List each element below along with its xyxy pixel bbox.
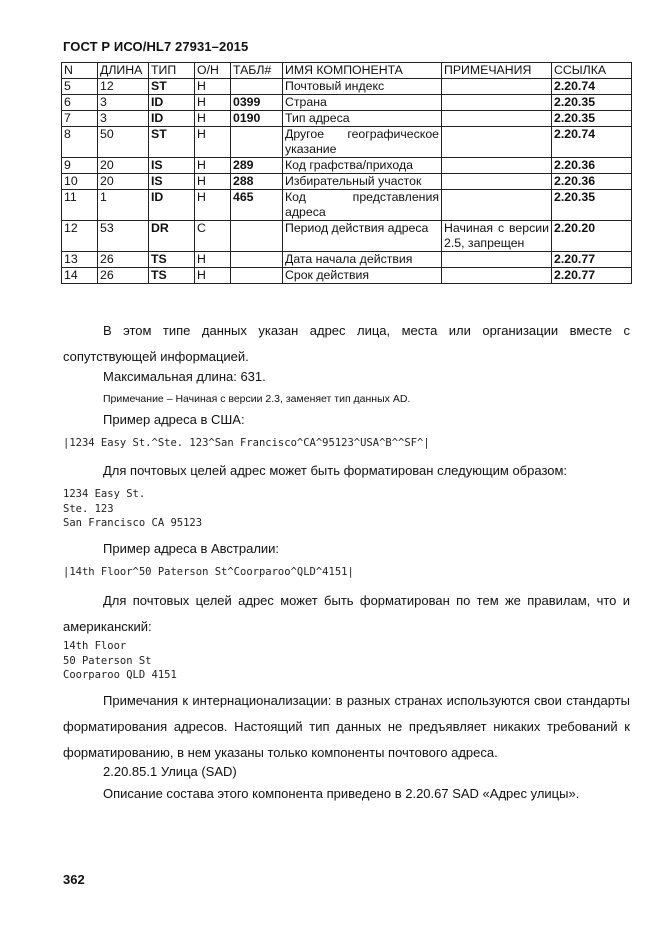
cell-type: ST <box>149 79 195 95</box>
cell-table: 0399 <box>231 95 283 111</box>
cell-table <box>231 127 283 158</box>
cell-ref: 2.20.35 <box>552 190 632 221</box>
cell-n: 9 <box>62 158 98 174</box>
cell-ref: 2.20.74 <box>552 79 632 95</box>
cell-on: Н <box>195 95 231 111</box>
body-paragraph: Описание состава этого компонента приведено в 2.20.67 SAD «Адрес улицы». <box>103 786 580 801</box>
cell-table <box>231 268 283 284</box>
table-row <box>62 79 632 95</box>
components-table <box>61 62 632 284</box>
cell-length: 20 <box>98 174 149 190</box>
cell-ref: 2.20.77 <box>552 268 632 284</box>
cell-table: 465 <box>231 190 283 221</box>
cell-n: 14 <box>62 268 98 284</box>
cell-on: Н <box>195 127 231 158</box>
cell-note <box>442 174 552 190</box>
table-row <box>62 174 632 190</box>
body-paragraph: Для почтовых целей адрес может быть форматирован следующим образом: <box>103 463 568 478</box>
table-header-row <box>62 63 632 79</box>
cell-on: Н <box>195 252 231 268</box>
note-text: Примечание – Начиная с версии 2.3, заменяет тип данных AD. <box>103 393 411 405</box>
cell-note <box>442 95 552 111</box>
table-row <box>62 127 632 158</box>
page-number: 362 <box>63 872 85 887</box>
column-header: ССЫЛКА <box>552 63 632 79</box>
cell-type: ID <box>149 95 195 111</box>
cell-note <box>442 268 552 284</box>
section-heading: 2.20.85.1 Улица (SAD) <box>103 764 237 779</box>
body-paragraph: В этом типе данных указан адрес лица, места или организации вместе с сопутствующей информацией. <box>63 323 630 364</box>
cell-name: Страна <box>283 95 442 111</box>
body-paragraph: Пример адреса в США: <box>103 412 245 427</box>
cell-ref: 2.20.36 <box>552 158 632 174</box>
cell-ref: 2.20.77 <box>552 252 632 268</box>
cell-on: Н <box>195 158 231 174</box>
cell-table: 289 <box>231 158 283 174</box>
cell-table: 288 <box>231 174 283 190</box>
cell-type: ST <box>149 127 195 158</box>
table-row <box>62 268 632 284</box>
cell-length: 50 <box>98 127 149 158</box>
body-paragraph: Максимальная длина: 631. <box>103 369 266 384</box>
cell-name: Код графства/прихода <box>283 158 442 174</box>
cell-length: 26 <box>98 268 149 284</box>
cell-name: Период действия адреса <box>283 221 442 252</box>
cell-name: Срок действия <box>283 268 442 284</box>
cell-length: 3 <box>98 111 149 127</box>
code-example: |14th Floor^50 Paterson St^Coorparoo^QLD^4151| <box>63 566 354 578</box>
cell-n: 11 <box>62 190 98 221</box>
code-example: 1234 Easy St. Ste. 123 San Francisco CA 95123 <box>63 488 203 530</box>
cell-name: Почтовый индекс <box>283 79 442 95</box>
column-header: N <box>62 63 98 79</box>
cell-n: 10 <box>62 174 98 190</box>
cell-table <box>231 221 283 252</box>
cell-length: 12 <box>98 79 149 95</box>
cell-length: 53 <box>98 221 149 252</box>
cell-on: Н <box>195 174 231 190</box>
cell-table <box>231 79 283 95</box>
cell-n: 12 <box>62 221 98 252</box>
cell-n: 13 <box>62 252 98 268</box>
cell-name: Избирательный участок <box>283 174 442 190</box>
cell-ref: 2.20.35 <box>552 111 632 127</box>
cell-type: TS <box>149 268 195 284</box>
cell-name: Код представления адреса <box>283 190 442 221</box>
body-paragraph: Примечания к интернационализации: в разных странах используются свои стандарты форматирования адресов. Настоящий тип данных не предъявляет никаких требований к форматированию, в нем указаны только компоненты почтового адреса. <box>63 693 630 760</box>
table-row <box>62 158 632 174</box>
cell-ref: 2.20.20 <box>552 221 632 252</box>
body-paragraph: Пример адреса в Австралии: <box>103 541 280 556</box>
column-header: ТИП <box>149 63 195 79</box>
cell-type: TS <box>149 252 195 268</box>
cell-length: 3 <box>98 95 149 111</box>
page-header: ГОСТ Р ИСО/HL7 27931–2015 <box>63 39 249 54</box>
cell-length: 20 <box>98 158 149 174</box>
column-header: ДЛИНА <box>98 63 149 79</box>
cell-type: DR <box>149 221 195 252</box>
cell-n: 5 <box>62 79 98 95</box>
table-row <box>62 95 632 111</box>
column-header: О/Н <box>195 63 231 79</box>
table-row <box>62 111 632 127</box>
column-header: ПРИМЕЧАНИЯ <box>442 63 552 79</box>
code-example: 14th Floor 50 Paterson St Coorparoo QLD 4151 <box>63 640 177 682</box>
cell-on: Н <box>195 111 231 127</box>
cell-note <box>442 190 552 221</box>
cell-ref: 2.20.35 <box>552 95 632 111</box>
table-row <box>62 252 632 268</box>
cell-on: Н <box>195 190 231 221</box>
cell-ref: 2.20.74 <box>552 127 632 158</box>
cell-note <box>442 252 552 268</box>
cell-length: 26 <box>98 252 149 268</box>
cell-length: 1 <box>98 190 149 221</box>
cell-note <box>442 79 552 95</box>
table-row <box>62 221 632 252</box>
cell-name: Дата начала действия <box>283 252 442 268</box>
cell-on: Н <box>195 268 231 284</box>
cell-n: 6 <box>62 95 98 111</box>
cell-table <box>231 252 283 268</box>
cell-type: IS <box>149 158 195 174</box>
cell-note <box>442 111 552 127</box>
cell-note <box>442 127 552 158</box>
cell-note <box>442 158 552 174</box>
cell-type: IS <box>149 174 195 190</box>
cell-ref: 2.20.36 <box>552 174 632 190</box>
cell-type: ID <box>149 190 195 221</box>
cell-name: Другое географическое указание <box>283 127 442 158</box>
cell-type: ID <box>149 111 195 127</box>
body-paragraph: Для почтовых целей адрес может быть форматирован по тем же правилам, что и американский: <box>63 593 630 634</box>
cell-on: Н <box>195 79 231 95</box>
cell-name: Тип адреса <box>283 111 442 127</box>
cell-n: 8 <box>62 127 98 158</box>
column-header: ИМЯ КОМПОНЕНТА <box>283 63 442 79</box>
cell-table: 0190 <box>231 111 283 127</box>
code-example: |1234 Easy St.^Ste. 123^San Francisco^CA^95123^USA^B^^SF^| <box>63 437 430 449</box>
cell-on: С <box>195 221 231 252</box>
column-header: ТАБЛ# <box>231 63 283 79</box>
table-row <box>62 190 632 221</box>
cell-n: 7 <box>62 111 98 127</box>
cell-note: Начиная с версии 2.5, запрещен <box>442 221 552 252</box>
